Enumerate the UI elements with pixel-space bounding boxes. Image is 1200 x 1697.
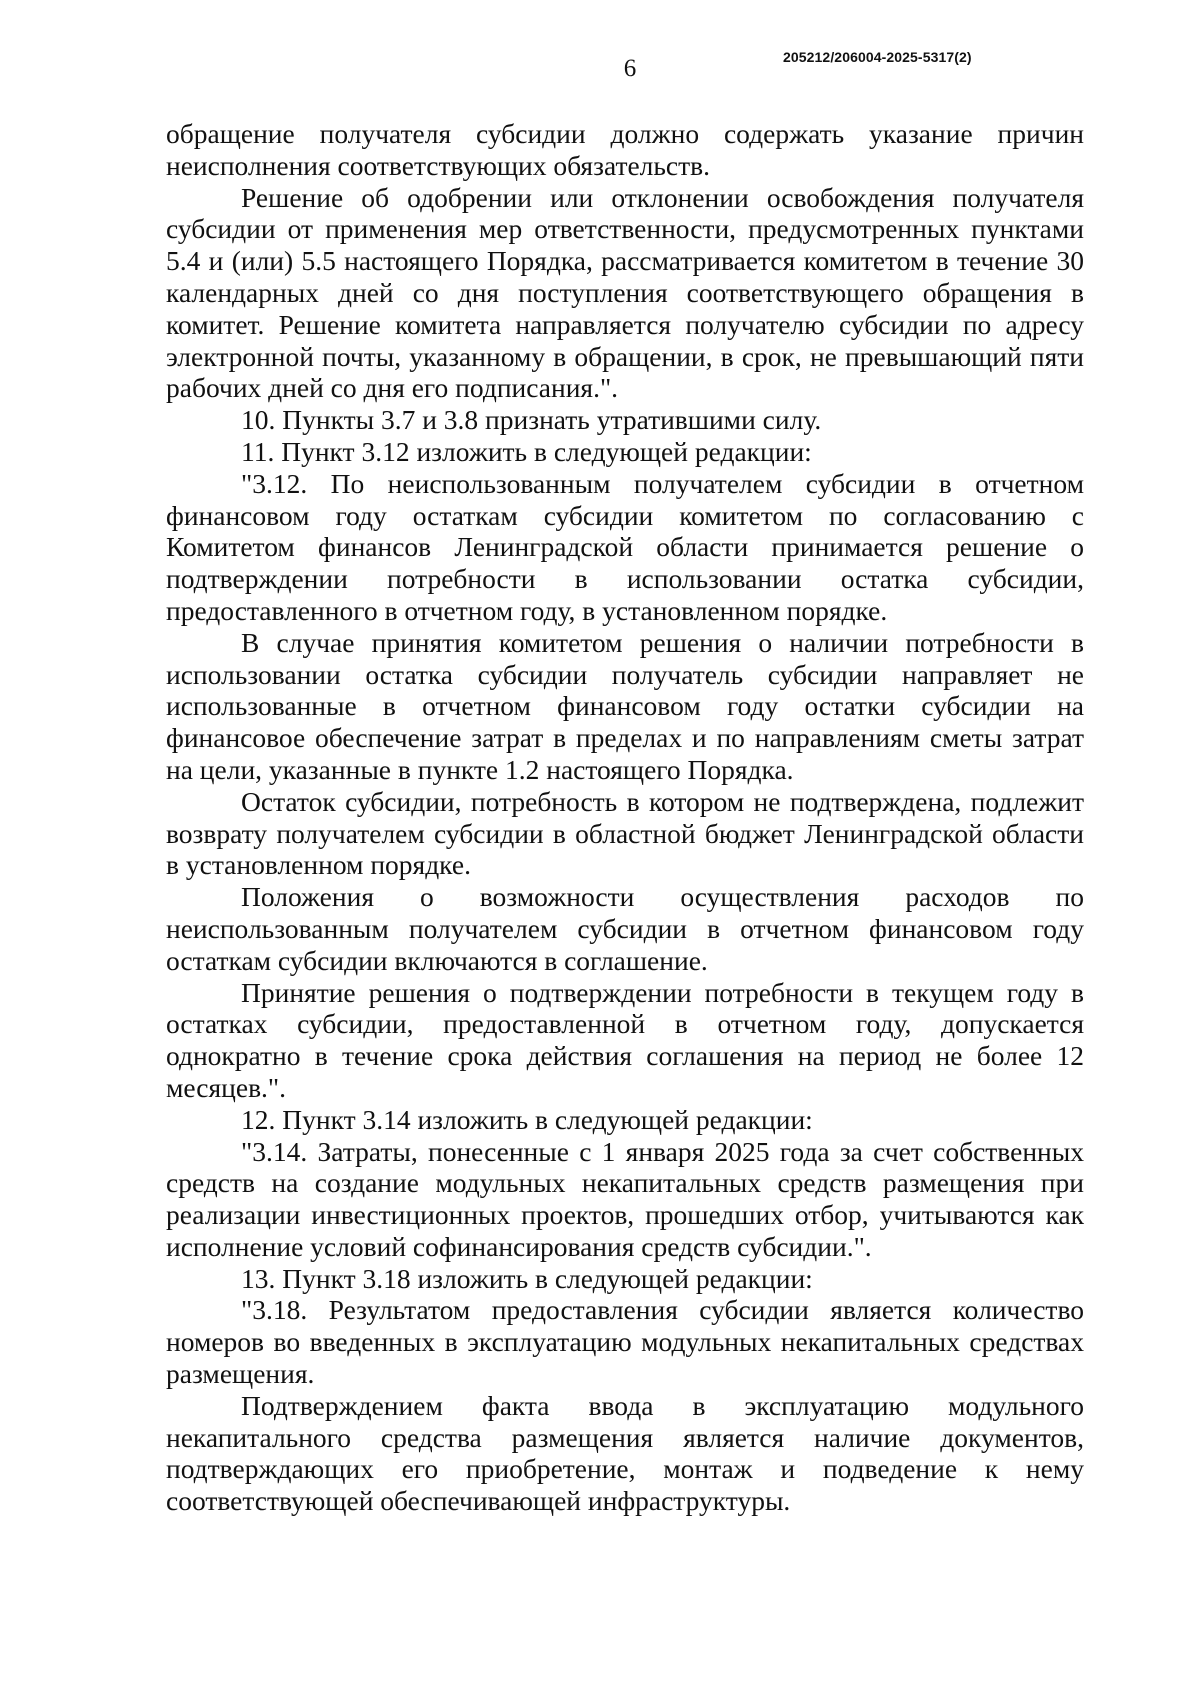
paragraph-4: 11. Пункт 3.12 изложить в следующей редакции: <box>241 435 812 467</box>
paragraph-5: "3.12. По неиспользованным получателем субсидии в отчетном финансовом году остаткам субсидии комитетом по согласованию с Комитетом финансов Ленинградской области принимается решение о подтверждении потребности в использовании остатка субсидии, предоставленного в отчетном году, в установленном порядке. <box>166 467 1084 626</box>
paragraph-7: Остаток субсидии, потребность в котором не подтверждена, подлежит возврату получателем субсидии в областной бюджет Ленинградской области в установленном порядке. <box>166 785 1084 881</box>
paragraph-10: 12. Пункт 3.14 изложить в следующей редакции: <box>241 1103 813 1135</box>
paragraph-3: 10. Пункты 3.7 и 3.8 признать утратившими силу. <box>241 404 822 436</box>
paragraph-13: "3.18. Результатом предоставления субсидии является количество номеров во введенных в эксплуатацию модульных некапитальных средствах размещения. <box>166 1294 1084 1390</box>
page-number: 6 <box>623 55 637 82</box>
paragraph-14: Подтверждением факта ввода в эксплуатацию модульного некапитального средства размещения является наличие документов, подтверждающих его приобретение, монтаж и подведение к нему соответствующей обеспечивающей инфраструктуры. <box>166 1389 1084 1517</box>
paragraph-6: В случае принятия комитетом решения о наличии потребности в использовании остатка субсидии получатель субсидии направляет не использованные в отчетном финансовом году остатки субсидии на финансовое обеспечение затрат в пределах и по направлениям сметы затрат на цели, указанные в пункте 1.2 настоящего Порядка. <box>166 626 1084 785</box>
paragraph-8: Положения о возможности осуществления расходов по неиспользованным получателем субсидии в отчетном финансовом году остаткам субсидии включаются в соглашение. <box>166 881 1084 976</box>
paragraph-2: Решение об одобрении или отклонении освобождения получателя субсидии от применения мер ответственности, предусмотренных пунктами 5.4 и (или) 5.5 настоящего Порядка, рассматривается комитетом в течение 30 календарных дней со дня поступления соответствующего обращения в комитет. Решение комитета направляется получателю субсидии по адресу электронной почты, указанному в обращении, в срок, не превышающий пяти рабочих дней со дня его подписания.". <box>166 181 1084 404</box>
document-id: 205212/206004-2025-5317(2) <box>783 49 972 65</box>
paragraph-1: обращение получателя субсидии должно содержать указание причин неисполнения соответствующих обязательств. <box>166 118 1084 181</box>
paragraph-9: Принятие решения о подтверждении потребности в текущем году в остатках субсидии, предоставленной в отчетном году, допускается однократно в течение срока действия соглашения на период не более 12 месяцев.". <box>166 976 1084 1103</box>
paragraph-11: "3.14. Затраты, понесенные с 1 января 2025 года за счет собственных средств на создание модульных некапитальных средств размещения при реализации инвестиционных проектов, прошедших отбор, учитываются как исполнение условий софинансирования средств субсидии.". <box>166 1135 1084 1262</box>
document-body <box>166 118 1084 1517</box>
paragraph-12: 13. Пункт 3.18 изложить в следующей редакции: <box>241 1262 813 1294</box>
